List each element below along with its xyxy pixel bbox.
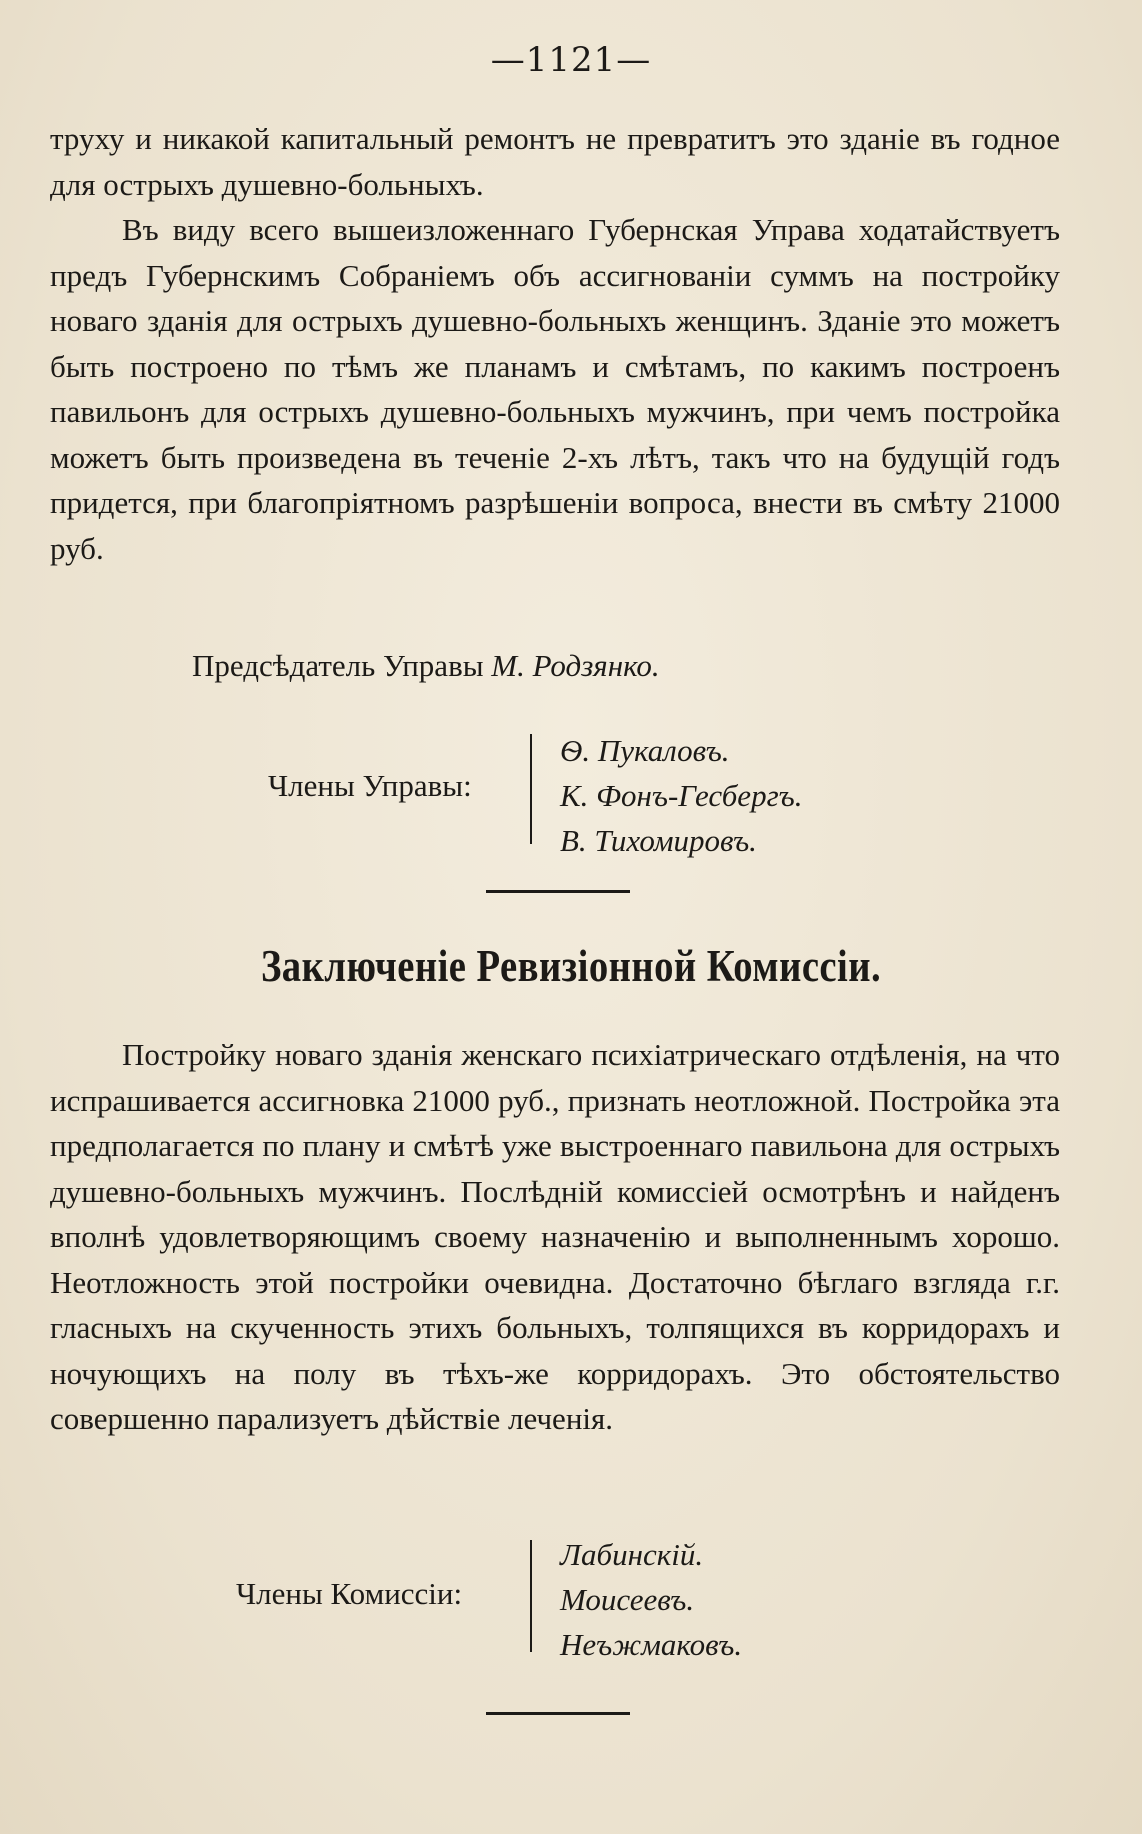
board-members-brace xyxy=(530,734,540,844)
commission-members-label: Члены Комиссіи: xyxy=(236,1576,463,1611)
closing-divider xyxy=(486,1712,630,1715)
paragraph-continuation: труху и никакой капитальный ремонтъ не превратитъ это зданіе въ годное для острыхъ душевно-больныхъ. xyxy=(50,121,1060,202)
board-members-label: Члены Управы: xyxy=(268,768,472,803)
chairman-signature xyxy=(192,648,660,684)
paragraph-conclusion: Постройку новаго зданія женскаго психіатрическаго отдѣленія, на что испрашивается ассигновка 21000 руб., признать неотложной. Постройка эта предполагается по плану и смѣтѣ уже выстроеннаго павильона для острыхъ душевно-больныхъ мужчинъ. Послѣдній комиссіей осмотрѣнъ и найденъ вполнѣ удовлетворяющимъ своему назначенію и выполненнымъ хорошо. Неотложность этой постройки очевидна. Достаточно бѣглаго взгляда г.г. гласныхъ на скученность этихъ больныхъ, толпящихся въ корридорахъ и ночующихъ на полу въ тѣхъ-же корридорахъ. Это обстоятельство совершенно парализуетъ дѣйствіе леченія. xyxy=(50,1037,1060,1436)
section-divider xyxy=(486,890,630,893)
chairman-name: М. Родзянко. xyxy=(491,648,660,683)
commission-member: Неъжмаковъ. xyxy=(560,1627,743,1662)
board-members-list xyxy=(560,728,803,863)
commission-member: Лабинскій. xyxy=(560,1537,704,1572)
commission-members-list xyxy=(560,1532,742,1667)
commission-member: Моисеевъ. xyxy=(560,1582,695,1617)
report-text xyxy=(50,116,1060,571)
conclusion-text xyxy=(50,1032,1060,1442)
board-member: Ѳ. Пукаловъ. xyxy=(560,733,730,768)
board-member: В. Тихомировъ. xyxy=(560,823,757,858)
paragraph-petition: Въ виду всего вышеизложеннаго Губернская Управа ходатайствуетъ предъ Губернскимъ Собраніемъ объ ассигнованіи суммъ на постройку новаго зданія для острыхъ душевно-больныхъ женщинъ. Зданіе это можетъ быть построено по тѣмъ же планамъ и смѣтамъ, по какимъ построенъ павильонъ для острыхъ душевно-больныхъ мужчинъ, при чемъ постройка можетъ быть произведена въ теченіе 2-хъ лѣтъ, такъ что на будущій годъ придется, при благопріятномъ разрѣшеніи вопроса, внести въ смѣту 21000 руб. xyxy=(50,212,1060,566)
page-number: —1121— xyxy=(490,40,652,80)
commission-members-brace xyxy=(530,1540,540,1652)
section-heading: Заключеніе Ревизіонной Комиссіи. xyxy=(260,941,882,991)
board-member: К. Фонъ-Гесбергъ. xyxy=(560,778,803,813)
chairman-label: Предсѣдатель Управы xyxy=(192,648,484,683)
